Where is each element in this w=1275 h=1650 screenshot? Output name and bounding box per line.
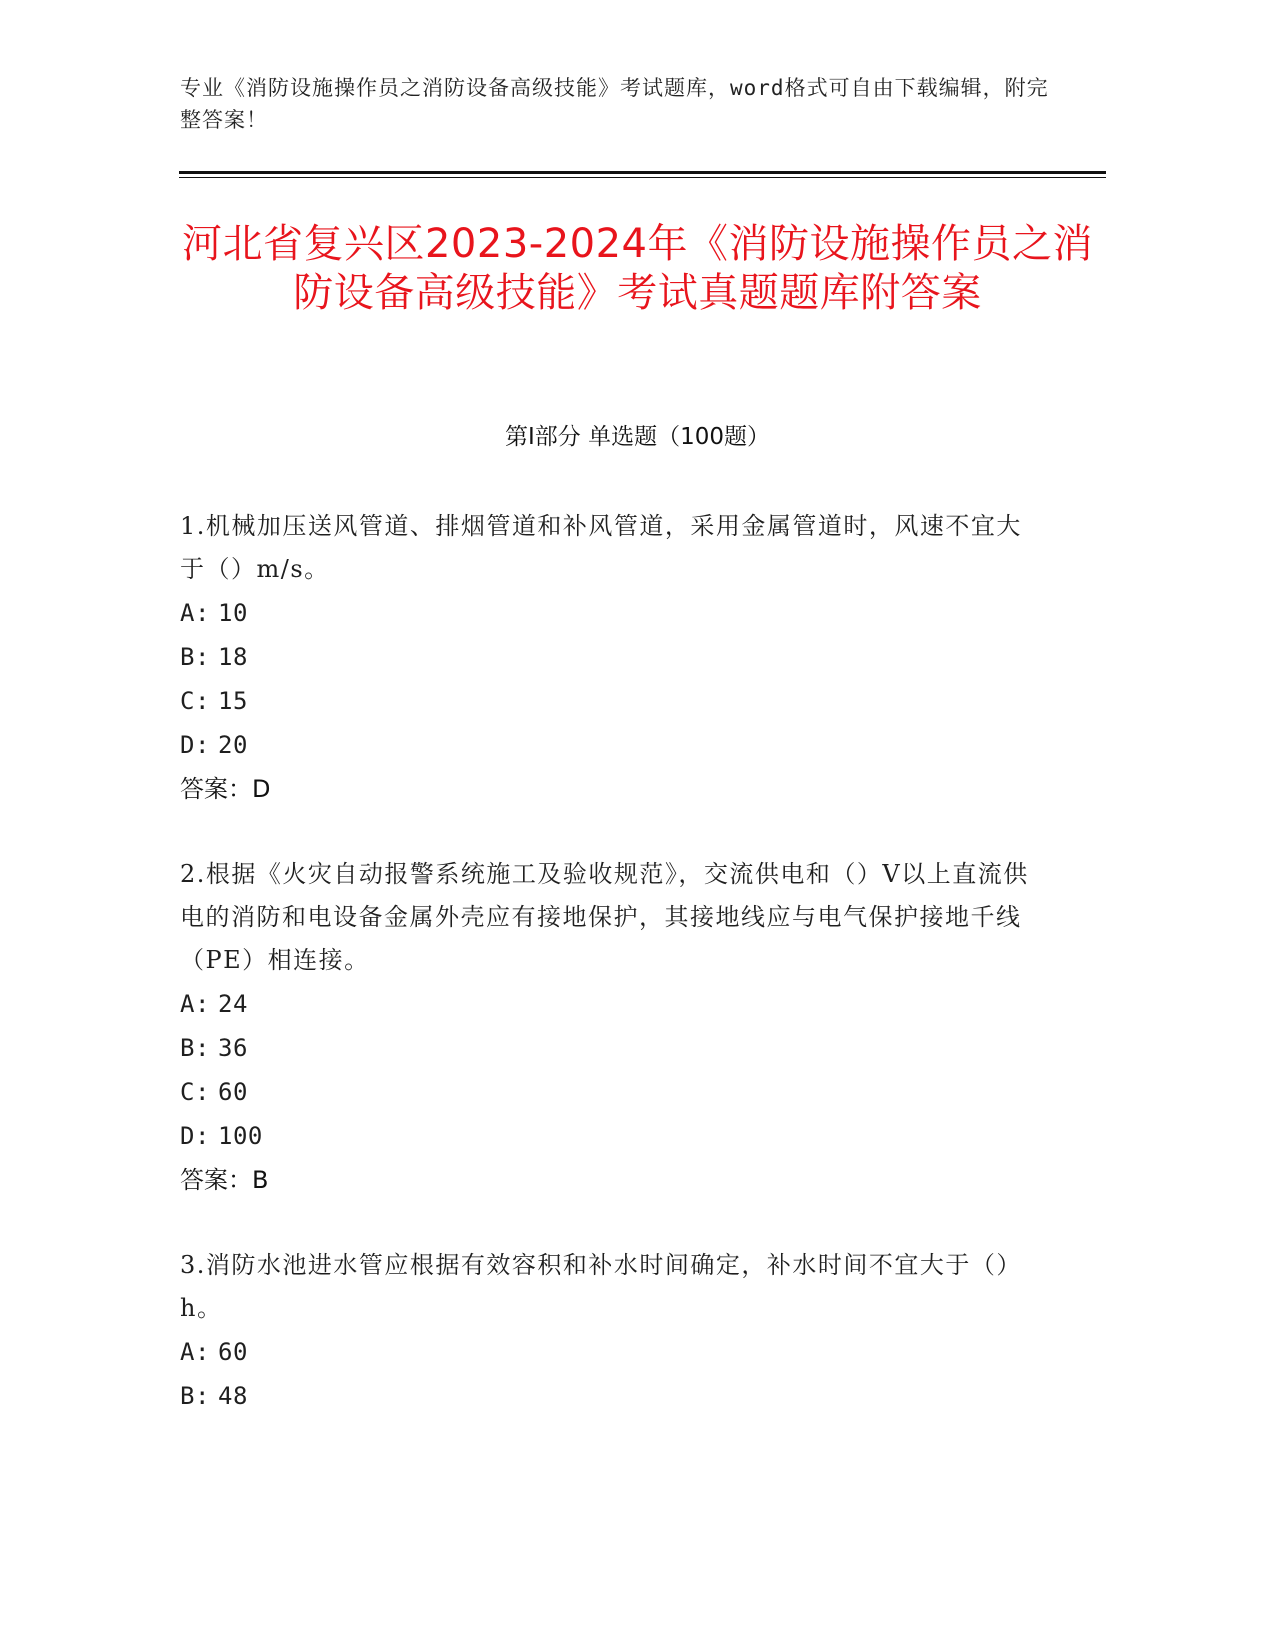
option-text: 60 xyxy=(218,1338,248,1366)
option-c xyxy=(180,1070,1040,1114)
option-c xyxy=(180,679,1040,723)
section-title: 第I部分 单选题（100题） xyxy=(505,424,770,450)
option-letter: B: xyxy=(180,643,210,671)
option-text: 100 xyxy=(218,1122,263,1150)
header-divider-thin xyxy=(179,177,1106,178)
option-a xyxy=(180,591,1040,635)
option-a xyxy=(180,1330,1040,1374)
answer-line: 答案：D xyxy=(180,775,271,803)
question-stem: 1.机械加压送风管道、排烟管道和补风管道，采用金属管道时，风速不宜大于（）m/s。 xyxy=(180,512,1022,583)
option-b xyxy=(180,1374,1040,1418)
option-letter: C: xyxy=(180,687,210,715)
option-text: 48 xyxy=(218,1382,248,1410)
option-text: 20 xyxy=(218,731,248,759)
option-letter: A: xyxy=(180,599,210,627)
option-b xyxy=(180,635,1040,679)
answer-line: 答案：B xyxy=(180,1166,269,1194)
option-text: 60 xyxy=(218,1078,248,1106)
option-d xyxy=(180,1114,1040,1158)
question-stem: 2.根据《火灾自动报警系统施工及验收规范》，交流供电和（）V以上直流供电的消防和电设备金属外壳应有接地保护，其接地线应与电气保护接地千线（PE）相连接。 xyxy=(180,860,1029,974)
option-text: 15 xyxy=(218,687,248,715)
option-text: 10 xyxy=(218,599,248,627)
question-3 xyxy=(180,1244,1040,1418)
option-letter: C: xyxy=(180,1078,210,1106)
header-note: 专业《消防设施操作员之消防设备高级技能》考试题库，word格式可自由下载编辑，附完整答案！ xyxy=(180,76,1049,132)
option-letter: D: xyxy=(180,731,210,759)
option-a xyxy=(180,982,1040,1026)
document-title: 河北省复兴区2023-2024年《消防设施操作员之消防设备高级技能》考试真题题库附答案 xyxy=(181,221,1094,316)
option-text: 36 xyxy=(218,1034,248,1062)
option-letter: D: xyxy=(180,1122,210,1150)
option-letter: B: xyxy=(180,1382,210,1410)
header-divider xyxy=(179,171,1106,174)
option-d xyxy=(180,723,1040,767)
question-1 xyxy=(180,505,1040,811)
question-stem: 3.消防水池进水管应根据有效容积和补水时间确定，补水时间不宜大于（）h。 xyxy=(180,1251,1022,1322)
option-letter: B: xyxy=(180,1034,210,1062)
question-list xyxy=(180,505,1040,1460)
option-b xyxy=(180,1026,1040,1070)
question-2 xyxy=(180,853,1040,1202)
option-letter: A: xyxy=(180,1338,210,1366)
option-letter: A: xyxy=(180,990,210,1018)
option-text: 24 xyxy=(218,990,248,1018)
option-text: 18 xyxy=(218,643,248,671)
